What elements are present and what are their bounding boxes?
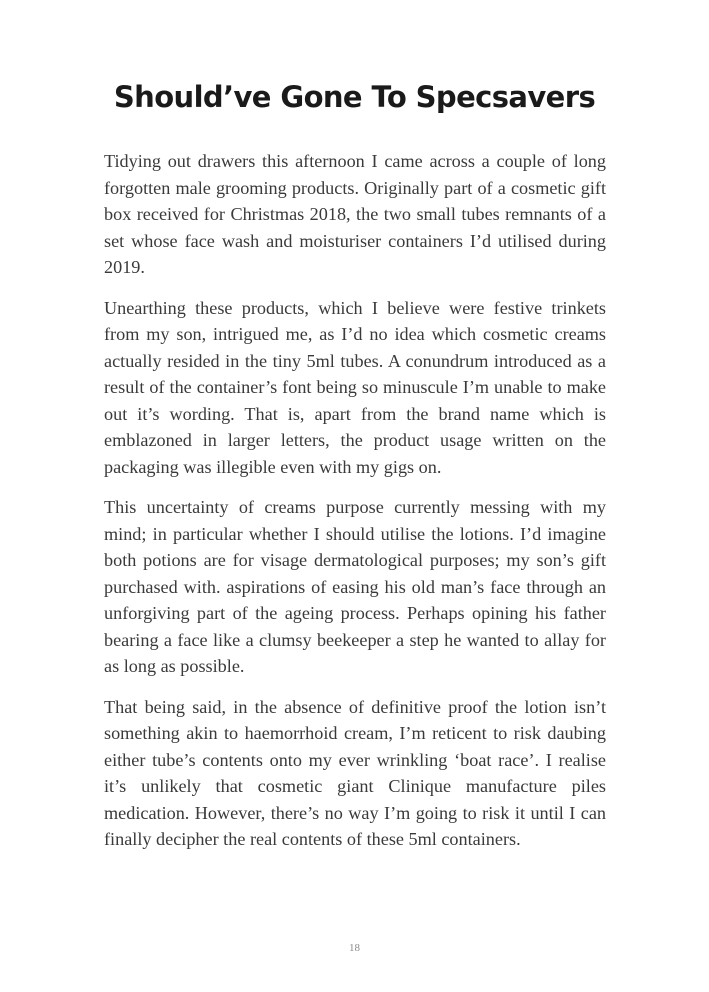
paragraph: Unearthing these products, which I believe were festive trinkets from my son, intrigued me, as I’d no idea which cosmetic creams actually resided in the tiny 5ml tubes. A conundrum introduced as a result of the container’s font being so minuscule I’m unable to make out it’s wording. That is, apart from the brand name which is emblazoned in larger letters, the product usage written on the packaging was illegible even with my gigs on. — [104, 297, 606, 477]
paragraph: This uncertainty of creams purpose currently messing with my mind; in particular whether I should utilise the lotions. I’d imagine both potions are for visage dermatological purposes; my son’s gift purchased with. aspirations of easing his old man’s face through an unforgiving part of the ageing process. Perhaps opining his father bearing a face like a clumsy beekeeper a step he wanted to allay for as long as possible. — [104, 497, 606, 676]
body-text — [104, 148, 606, 867]
paragraph: Tidying out drawers this afternoon I came across a couple of long forgotten male grooming products. Originally part of a cosmetic gift box received for Christmas 2018, the two small tubes remnants of a set whose face wash and moisturiser containers I’d utilised during 2019. — [104, 151, 606, 277]
paragraph: That being said, in the absence of definitive proof the lotion isn’t something akin to haemorrhoid cream, I’m reticent to risk daubing either tube’s contents onto my ever wrinkling ‘boat race’. I realise it’s unlikely that cosmetic giant Clinique manufacture piles medication. However, there’s no way I’m going to risk it until I can finally decipher the real contents of these 5ml containers. — [104, 696, 606, 849]
page-title: Should’ve Gone To Specsavers — [113, 80, 596, 114]
page-number: 18 — [349, 942, 360, 954]
